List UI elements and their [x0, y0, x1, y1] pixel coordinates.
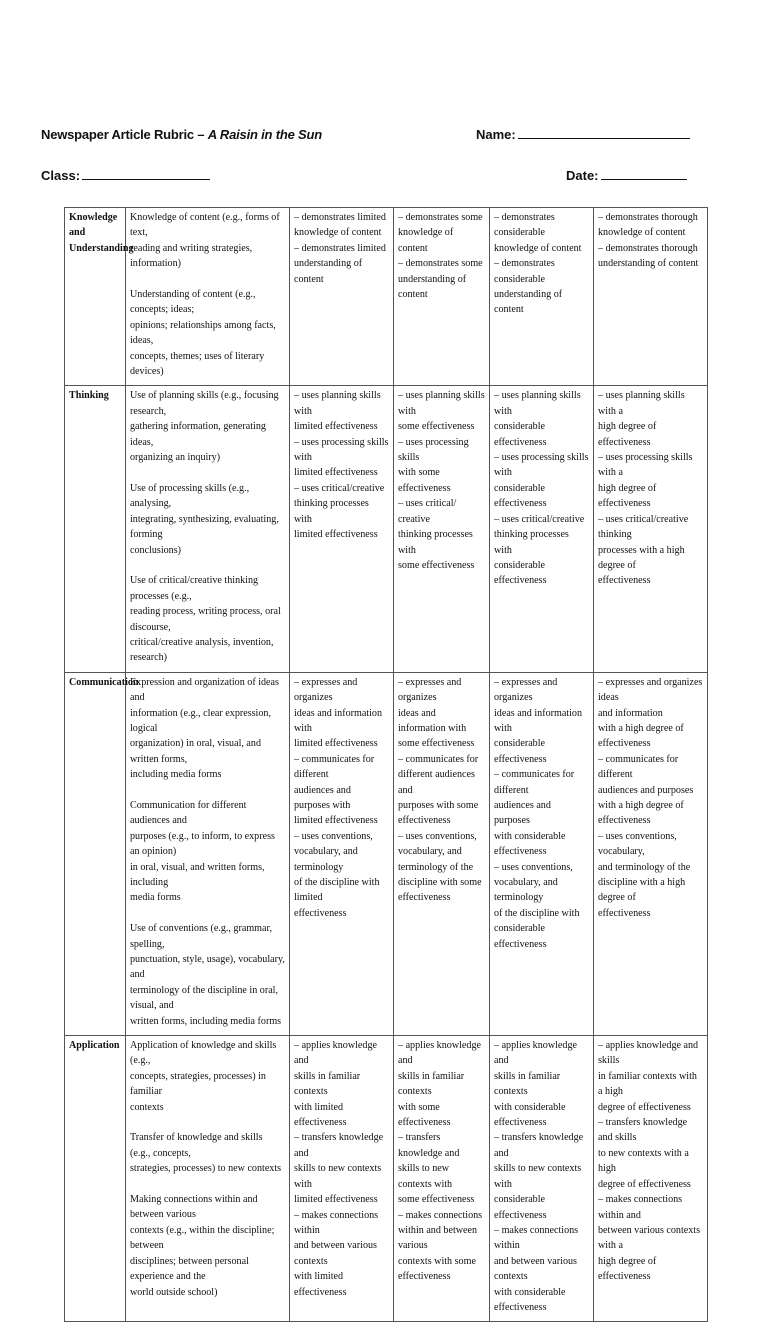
- title-work: A Raisin in the Sun: [207, 127, 322, 142]
- criterion-line: gathering information, generating ideas,: [130, 421, 266, 448]
- criterion-line: critical/creative analysis, invention, research): [130, 636, 274, 664]
- descriptor-line: skills in familiar contexts: [494, 1070, 561, 1098]
- descriptor-line: between various contexts with a: [598, 1224, 701, 1252]
- table-row: [65, 386, 708, 672]
- level-4-cell: [594, 672, 708, 1035]
- criterion-line: Use of conventions (e.g., grammar, spelling,: [130, 923, 272, 950]
- descriptor-line: vocabulary, and terminology: [494, 877, 558, 904]
- level-1-cell: [290, 386, 394, 672]
- descriptor-line: contexts with some: [398, 1255, 476, 1267]
- criterion-line: written forms, including media forms: [130, 1015, 282, 1027]
- table-row: [65, 208, 708, 386]
- descriptor-line: – makes connections within: [294, 1209, 379, 1236]
- name-blank-line[interactable]: [518, 127, 690, 139]
- descriptor-line: of the discipline with: [494, 907, 580, 919]
- criterion-line: Knowledge of content (e.g., forms of text,: [130, 212, 280, 239]
- descriptor-line: – applies knowledge and: [494, 1040, 577, 1067]
- criterion-line: Use of planning skills (e.g., focusing research,: [130, 390, 279, 417]
- criteria-cell: [126, 1036, 290, 1322]
- descriptor-line: and terminology of the: [598, 861, 691, 873]
- criterion-line: conclusions): [130, 544, 182, 556]
- descriptor-line: – uses conventions,: [398, 830, 477, 842]
- descriptor-line: vocabulary, and: [398, 846, 462, 858]
- descriptor-line: effectiveness: [494, 1301, 547, 1313]
- descriptor-line: knowledge of content: [294, 227, 382, 239]
- descriptor-line: effectiveness: [598, 907, 651, 919]
- descriptor-line: and between various contexts: [294, 1240, 377, 1267]
- level-3-cell: [490, 672, 594, 1035]
- descriptor-line: – uses planning skills with: [294, 390, 381, 417]
- criterion-line: contexts (e.g., within the discipline; between: [130, 1224, 275, 1252]
- descriptor-line: – transfers knowledge and skills: [598, 1117, 688, 1144]
- name-label: Name:: [476, 127, 516, 142]
- date-field[interactable]: [566, 168, 687, 183]
- descriptor-line: with a high degree of: [598, 722, 684, 734]
- descriptor-line: – uses conventions,: [294, 830, 373, 842]
- criterion-line: contexts: [130, 1101, 164, 1113]
- descriptor-line: – communicates for different: [494, 769, 575, 796]
- criterion-line: including media forms: [130, 769, 222, 781]
- criterion-line: disciplines; between personal experience and the: [130, 1255, 249, 1283]
- descriptor-line: considerable effectiveness: [494, 738, 547, 765]
- descriptor-line: – demonstrates thorough: [598, 212, 698, 223]
- descriptor-line: – demonstrates some: [398, 212, 483, 223]
- descriptor-line: degree of effectiveness: [598, 1178, 691, 1190]
- descriptor-line: – uses critical/creative: [494, 513, 585, 525]
- criterion-line: concepts, themes; uses of literary devices): [130, 350, 265, 378]
- descriptor-line: ideas and information with: [398, 707, 467, 734]
- criterion-line: organization) in oral, visual, and written forms,: [130, 738, 261, 765]
- descriptor-line: effectiveness: [494, 1117, 547, 1129]
- descriptor-line: – demonstrates thorough: [598, 242, 698, 254]
- level-4-cell: [594, 386, 708, 672]
- level-3-cell: [490, 386, 594, 672]
- descriptor-line: limited effectiveness: [294, 421, 378, 433]
- descriptor-line: – uses processing skills with a: [598, 452, 693, 479]
- descriptor-line: some effectiveness: [398, 421, 475, 433]
- descriptor-line: – expresses and organizes: [294, 676, 358, 704]
- descriptor-line: – demonstrates considerable: [494, 212, 555, 239]
- descriptor-line: with some effectiveness: [398, 1101, 451, 1129]
- descriptor-line: – expresses and organizes: [398, 676, 462, 704]
- level-3-cell: [490, 208, 594, 386]
- criterion-line: concepts, strategies, processes) in familiar: [130, 1070, 266, 1098]
- descriptor-line: processes with a high degree of: [598, 544, 685, 571]
- criterion: [130, 1192, 285, 1300]
- rubric-body: [65, 208, 708, 1322]
- criterion: [130, 675, 285, 783]
- descriptor-line: audiences and purposes with: [294, 784, 351, 811]
- descriptor-line: limited effectiveness: [294, 1194, 378, 1206]
- criterion: [130, 210, 285, 272]
- category-cell: Knowledge and Understanding: [65, 208, 126, 386]
- descriptor-line: – expresses and organizes ideas: [598, 676, 703, 704]
- criterion-line: in oral, visual, and written forms, including: [130, 861, 265, 888]
- descriptor-line: – transfers knowledge and: [494, 1132, 584, 1159]
- criterion-line: Making connections within and between various: [130, 1194, 258, 1221]
- descriptor-line: – makes connections within and: [598, 1194, 683, 1221]
- descriptor-line: – communicates for: [398, 753, 479, 765]
- criteria-cell: [126, 386, 290, 672]
- descriptor-line: thinking processes with: [494, 529, 569, 556]
- descriptor-line: considerable effectiveness: [494, 923, 547, 950]
- descriptor-line: limited effectiveness: [294, 467, 378, 479]
- descriptor-line: – uses processing skills with: [494, 452, 589, 479]
- descriptor-line: – applies knowledge and: [398, 1040, 481, 1067]
- descriptor-line: high degree of effectiveness: [598, 1255, 657, 1283]
- descriptor-line: audiences and purposes: [598, 784, 694, 796]
- criterion-line: Expression and organization of ideas and: [130, 676, 279, 704]
- name-field[interactable]: [476, 127, 690, 142]
- descriptor-line: – uses critical/creative: [294, 482, 385, 494]
- criterion: [130, 798, 285, 906]
- descriptor-line: – uses critical/creative thinking: [598, 513, 689, 541]
- descriptor-line: – applies knowledge and skills: [598, 1040, 699, 1067]
- criterion-line: punctuation, style, usage), vocabulary, and: [130, 954, 285, 981]
- descriptor-line: considerable effectiveness: [494, 559, 547, 587]
- descriptor-line: – demonstrates limited: [294, 242, 386, 254]
- descriptor-line: – uses critical/ creative: [398, 498, 457, 525]
- criterion: [130, 573, 285, 665]
- descriptor-line: – uses planning skills with: [398, 390, 485, 417]
- descriptor-line: with considerable: [494, 1286, 566, 1298]
- descriptor-line: limited effectiveness: [294, 529, 378, 541]
- criteria-cell: [126, 672, 290, 1035]
- criterion-line: reading process, writing process, oral discourse,: [130, 606, 281, 633]
- descriptor-line: skills to new contexts with: [398, 1163, 453, 1190]
- level-1-cell: [290, 208, 394, 386]
- descriptor-line: ideas and information with: [294, 707, 383, 734]
- descriptor-line: knowledge of content: [398, 227, 454, 254]
- descriptor-line: within and between various: [398, 1224, 478, 1252]
- descriptor-line: – uses processing skills: [398, 436, 469, 464]
- criterion-line: purposes (e.g., to inform, to express an opinion): [130, 830, 275, 858]
- descriptor-line: and information: [598, 707, 663, 719]
- level-2-cell: [394, 672, 490, 1035]
- criteria-cell: [126, 208, 290, 386]
- descriptor-line: knowledge of content: [598, 227, 686, 239]
- descriptor-line: in familiar contexts with a high: [598, 1070, 697, 1098]
- level-4-cell: [594, 1036, 708, 1322]
- descriptor-line: effectiveness: [398, 892, 451, 904]
- descriptor-line: – uses conventions,: [494, 861, 573, 873]
- descriptor-line: discipline with a high degree of: [598, 877, 686, 904]
- level-1-cell: [290, 672, 394, 1035]
- descriptor-line: – demonstrates considerable: [494, 258, 555, 285]
- table-row: [65, 672, 708, 1035]
- descriptor-line: with some effectiveness: [398, 467, 451, 494]
- descriptor-line: – uses planning skills with: [494, 390, 581, 417]
- descriptor-line: skills to new contexts with: [494, 1163, 582, 1190]
- descriptor-line: high degree of effectiveness: [598, 482, 657, 510]
- criterion: [130, 388, 285, 465]
- category-cell: Application: [65, 1036, 126, 1322]
- descriptor-line: purposes with some: [398, 799, 479, 811]
- descriptor-line: – demonstrates some: [398, 258, 483, 270]
- descriptor-line: ideas and information with: [494, 707, 583, 734]
- page-title: [41, 127, 322, 142]
- criterion-line: Use of processing skills (e.g., analysing,: [130, 482, 250, 510]
- descriptor-line: – uses conventions, vocabulary,: [598, 830, 677, 858]
- criterion-line: Use of critical/creative thinking processes (e.g.,: [130, 575, 259, 602]
- level-3-cell: [490, 1036, 594, 1322]
- descriptor-line: – uses processing skills with: [294, 436, 389, 464]
- descriptor-line: considerable effectiveness: [494, 482, 547, 510]
- descriptor-line: – applies knowledge and: [294, 1040, 377, 1067]
- category-cell: Communication: [65, 672, 126, 1035]
- descriptor-line: – expresses and organizes: [494, 676, 558, 704]
- descriptor-line: skills to new contexts with: [294, 1163, 382, 1190]
- descriptor-line: – communicates for different: [598, 753, 679, 781]
- criterion-line: opinions; relationships among facts, ideas,: [130, 319, 276, 347]
- descriptor-line: vocabulary, and terminology: [294, 846, 358, 873]
- descriptor-line: with considerable: [494, 1101, 566, 1113]
- class-blank-line[interactable]: [82, 168, 210, 180]
- descriptor-line: effectiveness: [494, 846, 547, 858]
- criterion-line: organizing an inquiry): [130, 452, 221, 464]
- category-cell: Thinking: [65, 386, 126, 672]
- criterion: [130, 1130, 285, 1176]
- descriptor-line: understanding of content: [494, 289, 563, 316]
- descriptor-line: audiences and purposes: [494, 799, 551, 827]
- class-label: Class:: [41, 168, 81, 183]
- level-1-cell: [290, 1036, 394, 1322]
- descriptor-line: skills in familiar contexts: [294, 1070, 361, 1098]
- descriptor-line: effectiveness: [294, 907, 347, 919]
- descriptor-line: limited effectiveness: [294, 815, 378, 827]
- descriptor-line: high degree of effectiveness: [598, 421, 657, 448]
- descriptor-line: some effectiveness: [398, 1194, 475, 1206]
- descriptor-line: knowledge of content: [494, 242, 582, 254]
- descriptor-line: effectiveness: [598, 575, 651, 587]
- descriptor-line: with a high degree of: [598, 799, 684, 811]
- descriptor-line: terminology of the: [398, 861, 474, 873]
- descriptor-line: and between various contexts: [494, 1255, 577, 1283]
- descriptor-line: – uses planning skills with a: [598, 390, 685, 417]
- descriptor-line: considerable effectiveness: [494, 1194, 547, 1221]
- descriptor-line: with limited effectiveness: [294, 1271, 347, 1298]
- descriptor-line: – makes connections within: [494, 1224, 579, 1252]
- rubric-table: [64, 207, 708, 1322]
- descriptor-line: thinking processes with: [398, 529, 473, 556]
- criterion-line: Application of knowledge and skills (e.g.,: [130, 1040, 277, 1067]
- table-row: [65, 1036, 708, 1322]
- criterion: [130, 1038, 285, 1115]
- descriptor-line: skills in familiar contexts: [398, 1070, 465, 1098]
- criterion-line: Communication for different audiences and: [130, 799, 247, 827]
- level-2-cell: [394, 1036, 490, 1322]
- descriptor-line: effectiveness: [598, 815, 651, 827]
- descriptor-line: understanding of content: [398, 273, 467, 301]
- descriptor-line: thinking processes with: [294, 498, 369, 525]
- descriptor-line: – communicates for different: [294, 753, 375, 781]
- descriptor-line: with limited effectiveness: [294, 1101, 347, 1129]
- criterion-line: information (e.g., clear expression, logical: [130, 707, 271, 734]
- criterion-line: integrating, synthesizing, evaluating, forming: [130, 513, 279, 541]
- descriptor-line: some effectiveness: [398, 738, 475, 750]
- descriptor-line: – makes connections: [398, 1209, 483, 1221]
- descriptor-line: – transfers knowledge and: [294, 1132, 384, 1159]
- criterion-line: Understanding of content (e.g., concepts; ideas;: [130, 289, 256, 316]
- criterion-line: media forms: [130, 892, 181, 904]
- criterion-line: Transfer of knowledge and skills (e.g., concepts,: [130, 1132, 263, 1159]
- descriptor-line: effectiveness: [398, 815, 451, 827]
- descriptor-line: degree of effectiveness: [598, 1101, 691, 1113]
- descriptor-line: – demonstrates limited: [294, 212, 386, 223]
- level-2-cell: [394, 386, 490, 672]
- criterion-line: reading and writing strategies, information): [130, 242, 253, 270]
- descriptor-line: understanding of content: [294, 258, 363, 285]
- date-label: Date:: [566, 168, 599, 183]
- date-blank-line[interactable]: [601, 168, 687, 180]
- descriptor-line: limited effectiveness: [294, 738, 378, 750]
- descriptor-line: understanding of content: [598, 258, 699, 270]
- criterion: [130, 921, 285, 1029]
- descriptor-line: different audiences and: [398, 769, 475, 796]
- descriptor-line: some effectiveness: [398, 559, 475, 571]
- criterion-line: world outside school): [130, 1286, 218, 1298]
- descriptor-line: – transfers knowledge and: [398, 1132, 460, 1159]
- descriptor-line: considerable effectiveness: [494, 421, 547, 448]
- level-2-cell: [394, 208, 490, 386]
- descriptor-line: to new contexts with a high: [598, 1147, 689, 1175]
- criterion-line: terminology of the discipline in oral, visual, and: [130, 984, 279, 1012]
- criterion: [130, 481, 285, 558]
- descriptor-line: with considerable: [494, 830, 566, 842]
- descriptor-line: of the discipline with limited: [294, 877, 380, 904]
- title-prefix: Newspaper Article Rubric –: [41, 127, 208, 142]
- class-field[interactable]: [41, 168, 210, 183]
- descriptor-line: discipline with some: [398, 877, 482, 889]
- criterion-line: strategies, processes) to new contexts: [130, 1163, 282, 1175]
- descriptor-line: effectiveness: [598, 738, 651, 750]
- descriptor-line: effectiveness: [398, 1271, 451, 1283]
- level-4-cell: [594, 208, 708, 386]
- criterion: [130, 287, 285, 379]
